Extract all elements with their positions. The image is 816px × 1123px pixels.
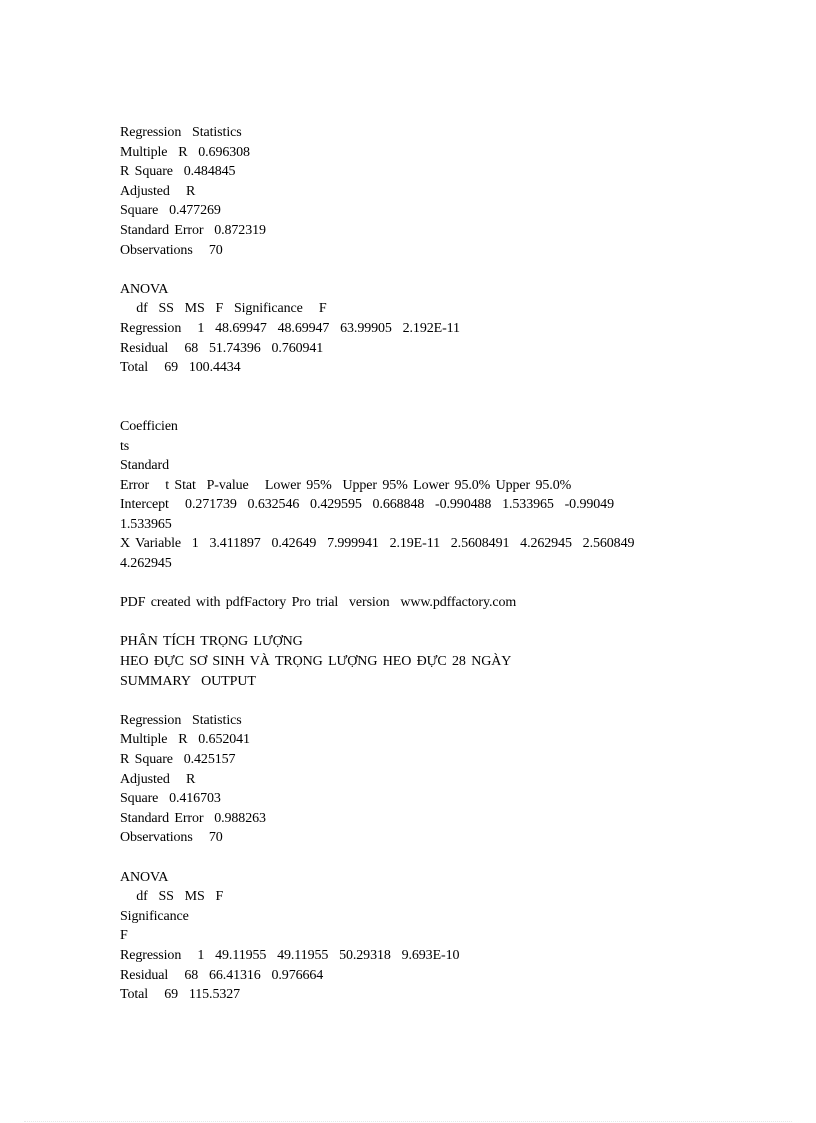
pdf-watermark: PDF created with pdfFactory Pro trial version www.pdffactory.com (120, 595, 517, 611)
spacer (120, 260, 780, 280)
coefficients-header-3: Standard (120, 458, 169, 474)
anova-regression-row: Regression 1 48.69947 48.69947 63.99905 2.192E-11 (120, 320, 460, 336)
anova-residual-row: Residual 68 51.74396 0.760941 (120, 340, 324, 356)
regression-statistics-heading: Regression Statistics (120, 712, 242, 728)
spacer (120, 378, 780, 398)
anova-residual-row: Residual 68 66.41316 0.976664 (120, 967, 324, 983)
standard-error: Standard Error 0.872319 (120, 222, 266, 238)
r-square: R Square 0.425157 (120, 752, 236, 767)
anova-regression-row: Regression 1 49.11955 49.11955 50.29318 9.693E-10 (120, 947, 460, 963)
adjusted-r-square: Square 0.416703 (120, 791, 221, 807)
section-title-2: HEO ĐỰC SƠ SINH VÀ TRỌNG LƯỢNG HEO ĐỰC 28 NGÀY (120, 654, 512, 670)
r-square: R Square 0.484845 (120, 164, 236, 180)
observations: Observations 70 (120, 830, 223, 846)
intercept-row: Intercept 0.271739 0.632546 0.429595 0.668848 -0.990488 1.533965 -0.99049 (120, 497, 614, 513)
observations: Observations 70 (120, 242, 223, 258)
adjusted-r: Adjusted R (120, 183, 196, 199)
intercept-row-continued: 1.533965 (120, 516, 172, 532)
anova-header: df SS MS F (120, 889, 224, 905)
anova-header-f: F (120, 928, 128, 944)
anova-header: df SS MS F Significance F (120, 301, 327, 317)
standard-error: Standard Error 0.988263 (120, 810, 266, 826)
spacer (120, 691, 780, 711)
anova-total-row: Total 69 100.4434 (120, 360, 241, 376)
adjusted-r: Adjusted R (120, 771, 196, 787)
anova-header-significance: Significance (120, 908, 189, 924)
document-body (120, 123, 780, 1005)
multiple-r: Multiple R 0.696308 (120, 144, 250, 160)
spacer (120, 848, 780, 868)
anova-heading: ANOVA (120, 869, 169, 885)
spacer (120, 613, 780, 633)
spacer (120, 397, 780, 417)
summary-output-heading: SUMMARY OUTPUT (120, 673, 256, 689)
multiple-r: Multiple R 0.652041 (120, 732, 250, 748)
coefficients-header-1: Coefficien (120, 418, 178, 434)
x-variable-row: X Variable 1 3.411897 0.42649 7.999941 2.19E-11 2.5608491 4.262945 2.560849 (120, 536, 635, 552)
coefficients-header-4: Error t Stat P-value Lower 95% Upper 95% Lower 95.0% Upper 95.0% (120, 477, 572, 493)
anova-heading: ANOVA (120, 281, 169, 297)
spacer (120, 574, 780, 594)
section-title-1: PHÂN TÍCH TRỌNG LƯỢNG (120, 634, 303, 650)
x-variable-row-continued: 4.262945 (120, 556, 172, 572)
regression-statistics-heading: Regression Statistics (120, 125, 242, 140)
page-bottom-divider (24, 1121, 792, 1122)
coefficients-header-2: ts (120, 438, 130, 454)
anova-total-row: Total 69 115.5327 (120, 987, 241, 1003)
adjusted-r-square: Square 0.477269 (120, 203, 221, 219)
